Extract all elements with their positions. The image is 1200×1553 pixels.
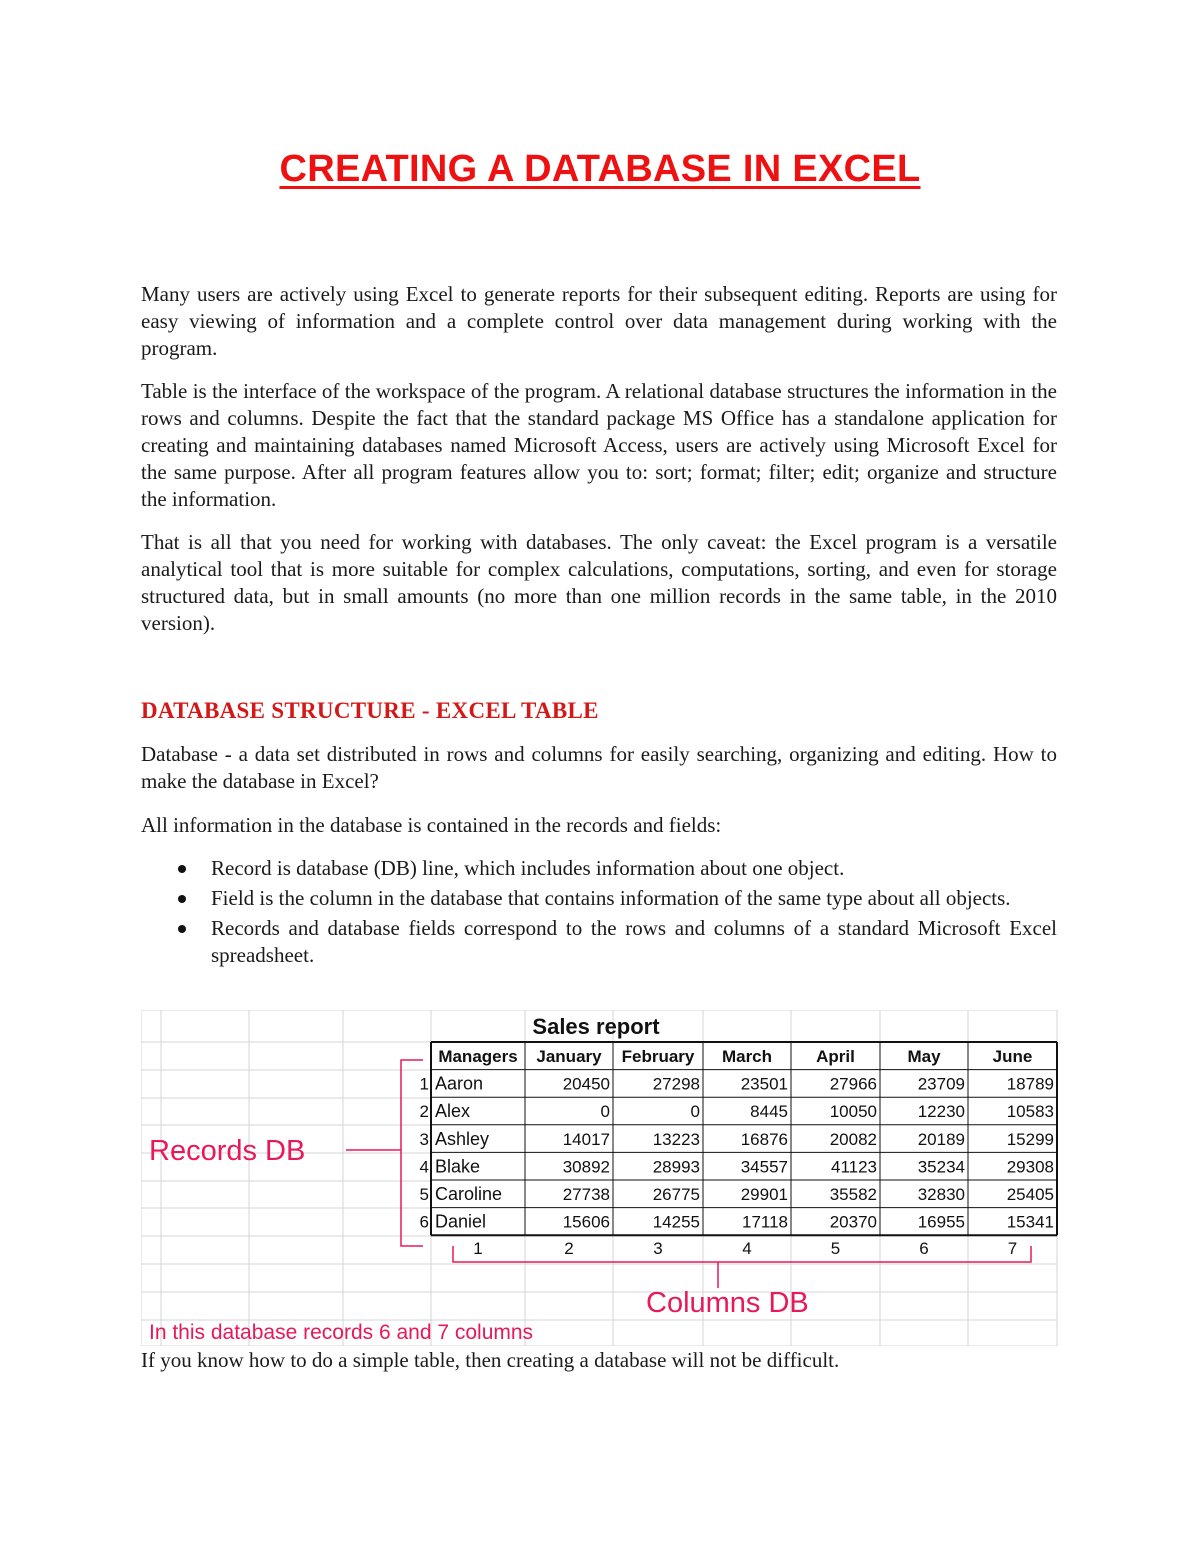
column-header: March xyxy=(721,1047,773,1066)
column-header: May xyxy=(907,1047,941,1066)
sales-value-cell: 16955 xyxy=(917,1212,965,1232)
list-item xyxy=(141,915,1057,969)
sales-value-cell: 27738 xyxy=(562,1185,610,1204)
sales-value-cell: 25405 xyxy=(1006,1185,1054,1204)
sales-value-cell: 0 xyxy=(690,1102,700,1122)
column-header: June xyxy=(992,1047,1033,1066)
sales-value-cell: 12230 xyxy=(917,1102,965,1122)
sales-value-cell: 34557 xyxy=(740,1157,788,1177)
column-number: 4 xyxy=(742,1239,752,1259)
sales-value-cell: 35234 xyxy=(917,1157,965,1177)
sales-value-cell: 20450 xyxy=(562,1074,610,1094)
sales-value-cell: 32830 xyxy=(917,1185,965,1204)
sales-value-cell: 27966 xyxy=(829,1074,877,1094)
manager-name-cell: Ashley xyxy=(435,1128,490,1149)
manager-name-cell: Caroline xyxy=(435,1184,503,1204)
sales-value-cell: 15341 xyxy=(1006,1212,1054,1232)
bullet-text: Records and database fields correspond to the rows and columns of a standard Microsoft Excel spreadsheet. xyxy=(211,916,1057,967)
manager-name-cell: Daniel xyxy=(435,1211,487,1232)
spreadsheet-figure xyxy=(141,1010,1058,1346)
column-number: 3 xyxy=(653,1239,663,1259)
page-title: CREATING A DATABASE IN EXCEL xyxy=(279,148,921,190)
bullet-text: Record is database (DB) line, which includes information about one object. xyxy=(211,856,845,880)
sales-value-cell: 20370 xyxy=(829,1212,877,1232)
sales-value-cell: 41123 xyxy=(830,1157,877,1177)
row-number: 4 xyxy=(419,1157,429,1177)
columns-db-label: Columns DB xyxy=(646,1287,809,1319)
sales-value-cell: 29308 xyxy=(1006,1157,1054,1177)
sales-value-cell: 13223 xyxy=(652,1129,700,1149)
sales-value-cell: 23709 xyxy=(917,1074,965,1094)
list-item xyxy=(141,885,1057,912)
column-number: 5 xyxy=(830,1239,841,1259)
sales-value-cell: 8445 xyxy=(750,1102,788,1122)
sales-value-cell: 0 xyxy=(600,1102,610,1122)
sheet-title: Sales report xyxy=(532,1014,660,1039)
sales-value-cell: 17118 xyxy=(741,1212,788,1232)
sales-value-cell: 16876 xyxy=(740,1129,788,1149)
row-number: 3 xyxy=(419,1129,429,1149)
row-number: 6 xyxy=(419,1212,429,1232)
records-fields-paragraph: All information in the database is contained in the records and fields: xyxy=(141,813,722,837)
spreadsheet-image xyxy=(141,1010,1058,1346)
bullet-icon xyxy=(178,865,186,873)
records-db-label: Records DB xyxy=(149,1135,306,1167)
caveat-paragraph: That is all that you need for working with databases. The only caveat: the Excel program is a versatile analytical tool that is more suitable for complex calculations, computations, sorting, and even for storage structured data, but in small amounts (no more than one million records in the same table, in the 2010 version). xyxy=(141,530,1057,635)
sales-table xyxy=(420,1042,1057,1258)
column-number: 6 xyxy=(919,1239,929,1259)
sales-value-cell: 10050 xyxy=(829,1102,877,1122)
manager-name-cell: Aaron xyxy=(435,1073,484,1094)
section-heading: DATABASE STRUCTURE - EXCEL TABLE xyxy=(141,698,599,723)
column-header: January xyxy=(536,1047,602,1066)
sales-value-cell: 18789 xyxy=(1006,1074,1054,1094)
column-number: 2 xyxy=(564,1239,574,1259)
row-number: 1 xyxy=(419,1074,429,1094)
column-header: Managers xyxy=(438,1047,518,1066)
sales-value-cell: 35582 xyxy=(829,1185,877,1204)
column-header: February xyxy=(621,1047,695,1066)
sales-value-cell: 30892 xyxy=(562,1157,610,1177)
column-header: April xyxy=(816,1047,855,1066)
sales-value-cell: 20082 xyxy=(829,1129,877,1149)
sales-value-cell: 28993 xyxy=(652,1157,700,1177)
closing-paragraph: If you know how to do a simple table, then creating a database will not be difficult. xyxy=(141,1348,840,1372)
sales-value-cell: 15606 xyxy=(562,1212,610,1232)
column-number: 7 xyxy=(1007,1239,1018,1259)
sales-value-cell: 14255 xyxy=(652,1212,700,1232)
list-item xyxy=(141,855,1057,882)
column-number: 1 xyxy=(473,1239,483,1259)
sales-value-cell: 15299 xyxy=(1006,1129,1054,1149)
sales-value-cell: 20189 xyxy=(917,1129,965,1149)
manager-name-cell: Alex xyxy=(435,1101,471,1122)
table-interface-paragraph: Table is the interface of the workspace of the program. A relational database structures the information in the rows and columns. Despite the fact that the standard package MS Office has a standalone application for creating and maintaining databases named Microsoft Access, users are actively using Microsoft Excel for the same purpose. After all program features allow you to: sort; format; filter; edit; organize and structure the information. xyxy=(141,379,1057,511)
bullet-text: Field is the column in the database that contains information of the same type about all objects. xyxy=(211,886,1011,910)
sales-value-cell: 29901 xyxy=(740,1185,788,1204)
row-number: 5 xyxy=(419,1185,429,1204)
bullet-list xyxy=(141,855,1057,972)
row-number: 2 xyxy=(419,1102,429,1122)
bullet-icon xyxy=(178,925,186,933)
sales-value-cell: 23501 xyxy=(740,1074,788,1094)
sales-value-cell: 27298 xyxy=(652,1074,700,1094)
definition-paragraph: Database - a data set distributed in rows and columns for easily searching, organizing and editing. How to make the database in Excel? xyxy=(141,742,1057,793)
sales-value-cell: 26775 xyxy=(652,1185,700,1204)
caption-label: In this database records 6 and 7 columns xyxy=(149,1321,534,1344)
sales-value-cell: 14017 xyxy=(562,1129,610,1149)
intro-paragraph: Many users are actively using Excel to generate reports for their subsequent editing. Reports are using for easy viewing of information and a complete control over data management during working with the program. xyxy=(141,282,1057,360)
manager-name-cell: Blake xyxy=(435,1156,481,1177)
bullet-icon xyxy=(178,895,186,903)
sales-value-cell: 10583 xyxy=(1006,1102,1054,1122)
